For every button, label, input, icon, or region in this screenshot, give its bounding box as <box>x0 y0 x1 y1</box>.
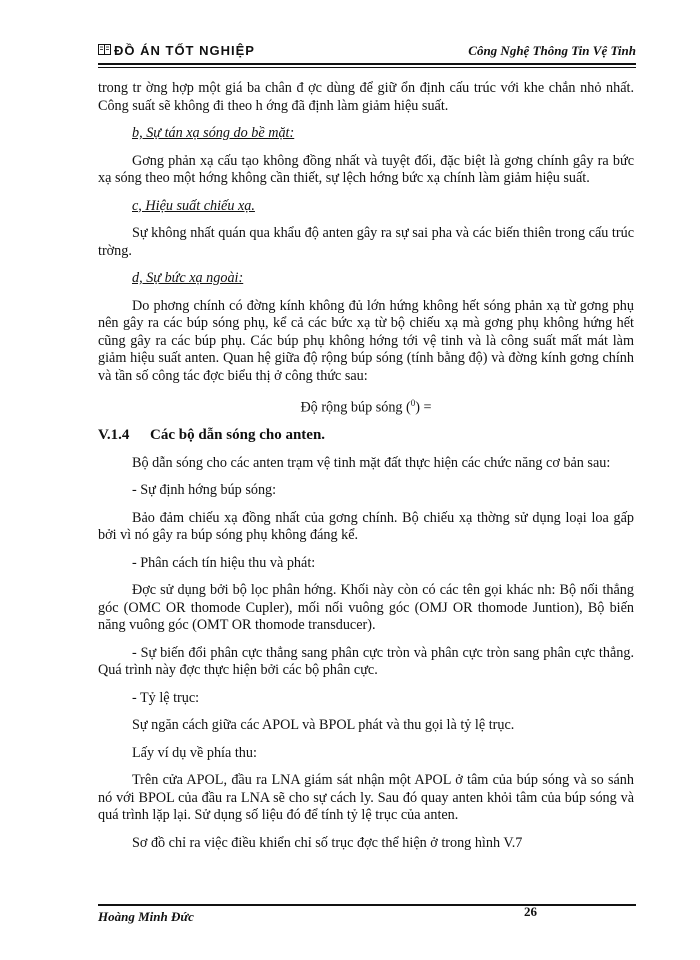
header-rule-thin <box>98 67 636 68</box>
formula-end: ) = <box>415 399 432 416</box>
page-number: 26 <box>524 904 537 919</box>
paragraph: - Sự định hớng búp sóng: <box>132 482 277 499</box>
paragraph: Trên cửa APOL, đầu ra LNA giám sát nhận một APOL ở tâm của búp sóng và so sánh nó với BPOL của đầu ra LNA sẽ cho sự cách ly. Sau đó quay anten khỏi tâm của búp sóng và quá trình lặp lại. Sử dụng số liệu đó để tính tỷ lệ trục của anten. <box>98 772 634 824</box>
paragraph: Do phơng chính có đờng kính không đủ lớn hứng không hết sóng phản xạ từ gơng phụ nên gây ra các búp sóng phụ, kể cả các bức xạ từ bộ chiếu xạ mà gơng phụ không hứng hết cũng gây ra các búp phụ. Các búp phụ không hớng tới vệ tinh và là công suất mất mát làm giảm hiệu suất anten. Quan hệ giữa độ rộng búp sóng (tính bằng độ) và đờng kính gơng chính và tần số công tác đợc biểu thị ở công thức sau: <box>98 297 634 384</box>
page-header <box>98 41 636 63</box>
paragraph: Lấy ví dụ về phía thu: <box>132 744 257 761</box>
formula-superscript: 0 <box>410 398 416 408</box>
paragraph: Sự ngăn cách giữa các APOL và BPOL phát và thu gọi là tỷ lệ trục. <box>132 717 515 734</box>
formula <box>98 395 634 417</box>
paragraph: Đợc sử dụng bởi bộ lọc phân hớng. Khối này còn có các tên gọi khác nh: Bộ nối thẳng góc (OMC OR thomode Cupler), mối nối vuông góc (OMJ OR thomode Juntion), Bộ biến năng vuông góc (OMT OR thomode transducer). <box>98 582 634 634</box>
paragraph: Bộ dẫn sóng cho các anten trạm vệ tinh mặt đất thực hiện các chức năng cơ bản sau: <box>132 454 611 471</box>
header-left-title: ĐỒ ÁN TỐT NGHIỆP <box>114 43 255 58</box>
paragraph: - Sự biến đổi phân cực thẳng sang phân cực tròn và phân cực tròn sang phân cực thẳng. Quá trình này đợc thực hiện bởi các bộ phân cực. <box>98 644 634 679</box>
footer-rule <box>98 904 636 906</box>
paragraph: Gơng phản xạ cấu tạo không đồng nhất và tuyệt đối, đặc biệt là gơng chính gây ra bức xạ sóng theo một hớng không cần thiết, sự lệch hớng bức xạ chính làm giảm hiệu suất. <box>98 152 634 186</box>
paragraph: Sự không nhất quán qua khẩu độ anten gây ra sự sai pha và các biến thiên trong cấu trúc trờng. <box>98 225 634 259</box>
paragraph: Sơ đồ chỉ ra việc điều khiển chỉ số trục đợc thể hiện ở trong hình V.7 <box>132 834 523 851</box>
subheading-d: d, Sự bức xạ ngoài: <box>132 270 244 286</box>
formula-text: Độ rộng búp sóng ( <box>300 399 411 416</box>
subheading-c: c, Hiệu suất chiếu xạ. <box>132 197 255 214</box>
section-title: Các bộ dẫn sóng cho anten. <box>150 427 326 444</box>
paragraph: Bảo đảm chiếu xạ đồng nhất của gơng chính. Bộ chiếu xạ thờng sử dụng loại loa gấp bởi vì nó gây ra búp sóng phụ không đáng kể. <box>98 509 634 544</box>
footer-author: Hoàng Minh Đức <box>98 909 194 924</box>
subheading-b: b, Sự tán xạ sóng do bề mặt: <box>132 125 295 141</box>
paragraph: - Tỷ lệ trục: <box>132 689 200 706</box>
header-right-title: Công Nghệ Thông Tin Vệ Tinh <box>468 43 636 58</box>
page-content <box>98 80 634 862</box>
header-rule <box>98 63 636 65</box>
section-heading <box>98 427 634 445</box>
section-number: V.1.4 <box>98 427 130 444</box>
paragraph: trong tr ờng hợp một giá ba chân đ ợc dùng để giữ ổn định cấu trúc với khe chắn nhỏ nhất. Công suất sẽ không đi theo h ớng đã định làm giảm hiệu suất. <box>98 80 634 114</box>
paragraph: - Phân cách tín hiệu thu và phát: <box>132 554 316 571</box>
book-icon <box>98 44 111 55</box>
